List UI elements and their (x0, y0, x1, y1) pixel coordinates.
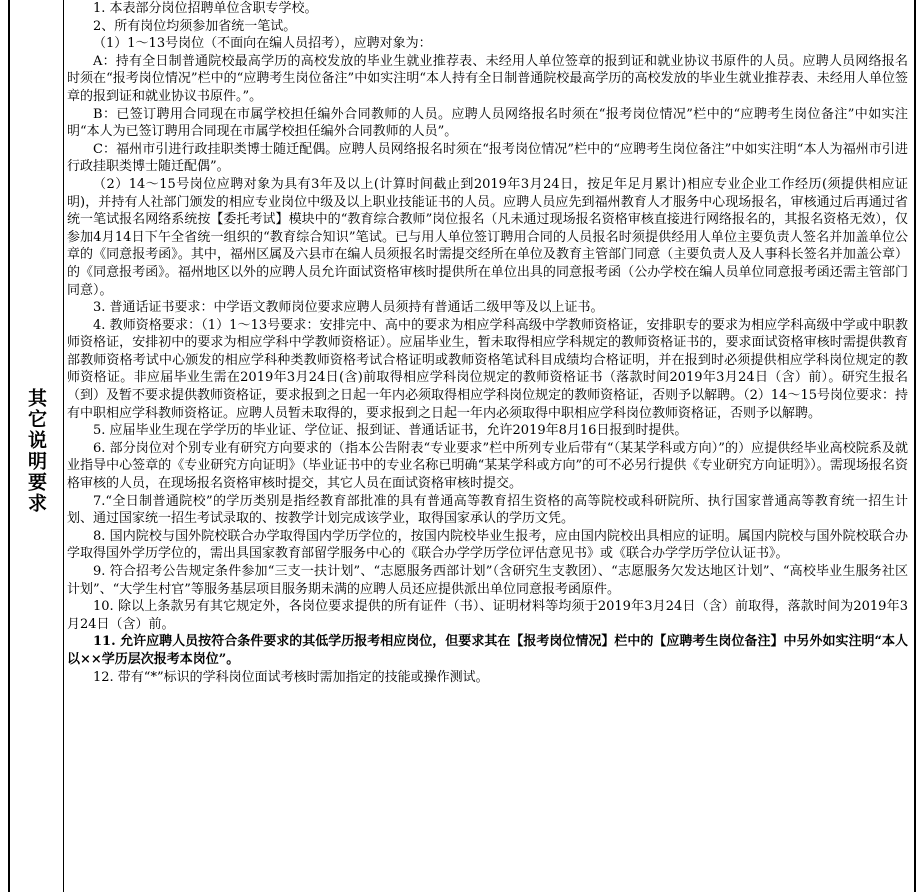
paragraph: 4. 教师资格要求：（1）1～13号要求：安排完中、高中的要求为相应学科高级中学教师资格证，安排职专的要求为相应学科高级中学或中职教师资格证，安排初中的要求为相应学科中学教师资格证）。应届毕业生，暂未取得相应学科规定的教师资格证书的，要求面试资格审核时需提供教育部教师资格考试中心颁发的相应学科种类教师资格考试合格证明或教师资格笔试科目成绩均合格证明，并在报到时必须提供相应学科岗位规定的教师资格证。非应届毕业生需在2019年3月24日(含)前取得相应学科岗位规定的教师资格证书（落款时间2019年3月24日（含）前）。研究生报名（到）及暂不要求提供教师资格证，要求报到之日起一年内必须取得相应学科岗位规定的教师资格证，否则予以解聘。（2）14～15号岗位要求：持有中职相应学科教师资格证。应聘人员暂未取得的，要求报到之日起一年内必须取得中职相应学科岗位教师资格证，否则予以解聘。 (67, 317, 908, 421)
paragraph: （1）1～13号岗位（不面向在编人员招考），应聘对象为： (93, 36, 432, 52)
paragraph-bold: 11. 允许应聘人员按符合条件要求的其低学历报考相应岗位，但要求其在【报考岗位情况】栏中的【应聘考生岗位备注】中另外如实注明“本人以××学历层次报考本岗位”。 (67, 634, 908, 667)
paragraph: C：福州市引进行政挂职类博士随迁配偶。应聘人员网络报名时须在“报考岗位情况”栏中的“应聘考生岗位备注”中如实注明“本人为福州市引进行政挂职类博士随迁配偶”。 (67, 141, 908, 175)
paragraph: 3. 普通话证书要求：中学语文教师岗位要求应聘人员须持有普通话二级甲等及以上证书。 (93, 300, 604, 316)
paragraph: 10. 除以上条款另有其它规定外，各岗位要求提供的所有证件（书）、证明材料等均须于2019年3月24日（含）前取得，落款时间为2019年3月24日（含）前。 (67, 599, 908, 632)
paragraph: 7.“全日制普通院校”的学历类别是指经教育部批准的具有普通高等教育招生资格的高等院校或科研院所、执行国家普通高等教育统一招生计划、通过国家统一招生考试录取的、按教学计划完成该学业，取得国家承认的学历文凭。 (67, 493, 908, 527)
paragraph: 5. 应届毕业生现在学学历的毕业证、学位证、报到证、普通话证书，允许2019年8月16日报到时提供。 (93, 423, 688, 439)
requirements-content (64, 0, 914, 892)
paragraph: B：已签订聘用合同现在市属学校担任编外合同教师的人员。应聘人员网络报名时须在“报考岗位情况”栏中的“应聘考生岗位备注”中如实注明“本人为已签订聘用合同现在市属学校担任编外合同教师的人员”。 (67, 106, 908, 140)
paragraph: 1. 本表部分岗位招聘单位含职专学校。 (93, 1, 318, 16)
paragraph: 8. 国内院校与国外院校联合办学取得国内学历学位的，按国内院校毕业生报考，应由国内院校出具相应的证明。属国内院校与国外院校联合办学取得国外学历学位的，需出具国家教育部留学服务中心的《联合办学学历学位评估意见书》或《联合办学学历学位认证书》。 (67, 528, 908, 562)
paragraph: 9. 符合招考公告规定条件参加“三支一扶计划”、“志愿服务西部计划”（含研究生支教团）、“志愿服务欠发达地区计划”、“高校毕业生服务社区计划”、“大学生村官”等服务基层项目服务期未满的应聘人员还应提供派出单位同意报考函原件。 (67, 564, 908, 597)
paragraph: 2、所有岗位均须参加省统一笔试。 (93, 18, 297, 34)
paragraph: A：持有全日制普通院校最高学历的高校发放的毕业生就业推荐表、未经用人单位签章的报到证和就业协议书原件的人员。应聘人员网络报名时须在“报考岗位情况”栏中的“应聘考生岗位备注”中如实注明“本人持有全日制普通院校最高学历的高校发放的毕业生就业推荐表、未经用人单位签章的报到证和就业协议书原件。”。 (67, 53, 908, 104)
requirements-table (8, 0, 916, 892)
side-label-cell (10, 0, 64, 892)
paragraph-cut: 12. 带有“*”标识的学科岗位面试考核时需加指定的技能或操作测试。 (93, 669, 489, 685)
paragraph: （2）14～15号岗位应聘对象为具有3年及以上(计算时间截止到2019年3月24日，按足年足月累计)相应专业企业工作经历(须提供相应证明)，并持有人社部门颁发的相应专业岗位中级及以上职业技能证书的人员。应聘人员应先到福州教育人才服务中心现场报名，审核通过后再通过省统一笔试报名网络系统按【委托考试】模块中的“教育综合教师”岗位报名（凡未通过现场报名资格审核直接进行网络报名的，其报名资格无效），仅参加4月14日下午全省统一组织的“教育综合知识”笔试。已与用人单位签订聘用合同的人员报名时须提供经用人单位主要负责人签名并加盖单位公章的《同意报考函》。其中，福州区属及六县市在编人员须报名时需提交经所在单位及教育主管部门同意（主要负责人及人事科长签名并加盖公章）的《同意报考函》。福州地区以外的应聘人员允许面试资格审核时提供所在单位出具的同意报考函（公办学校在编人员单位同意报考函还需主管部门同意）。 (67, 176, 908, 298)
side-label: 其它说明要求 (25, 388, 47, 514)
paragraph: 6. 部分岗位对个别专业有研究方向要求的（指本公告附表“专业要求”栏中所列专业后带有“（某某学科或方向）”的）应提供经毕业高校院系及就业指导中心签章的《专业研究方向证明》（毕业证书中的专业名称已明确“某某学科或方向”的可不必另行提供《专业研究方向证明》）。需现场报名资格审核的人员，在现场报名资格审核时提交，其它人员在面试资格审核时提交。 (67, 440, 908, 492)
